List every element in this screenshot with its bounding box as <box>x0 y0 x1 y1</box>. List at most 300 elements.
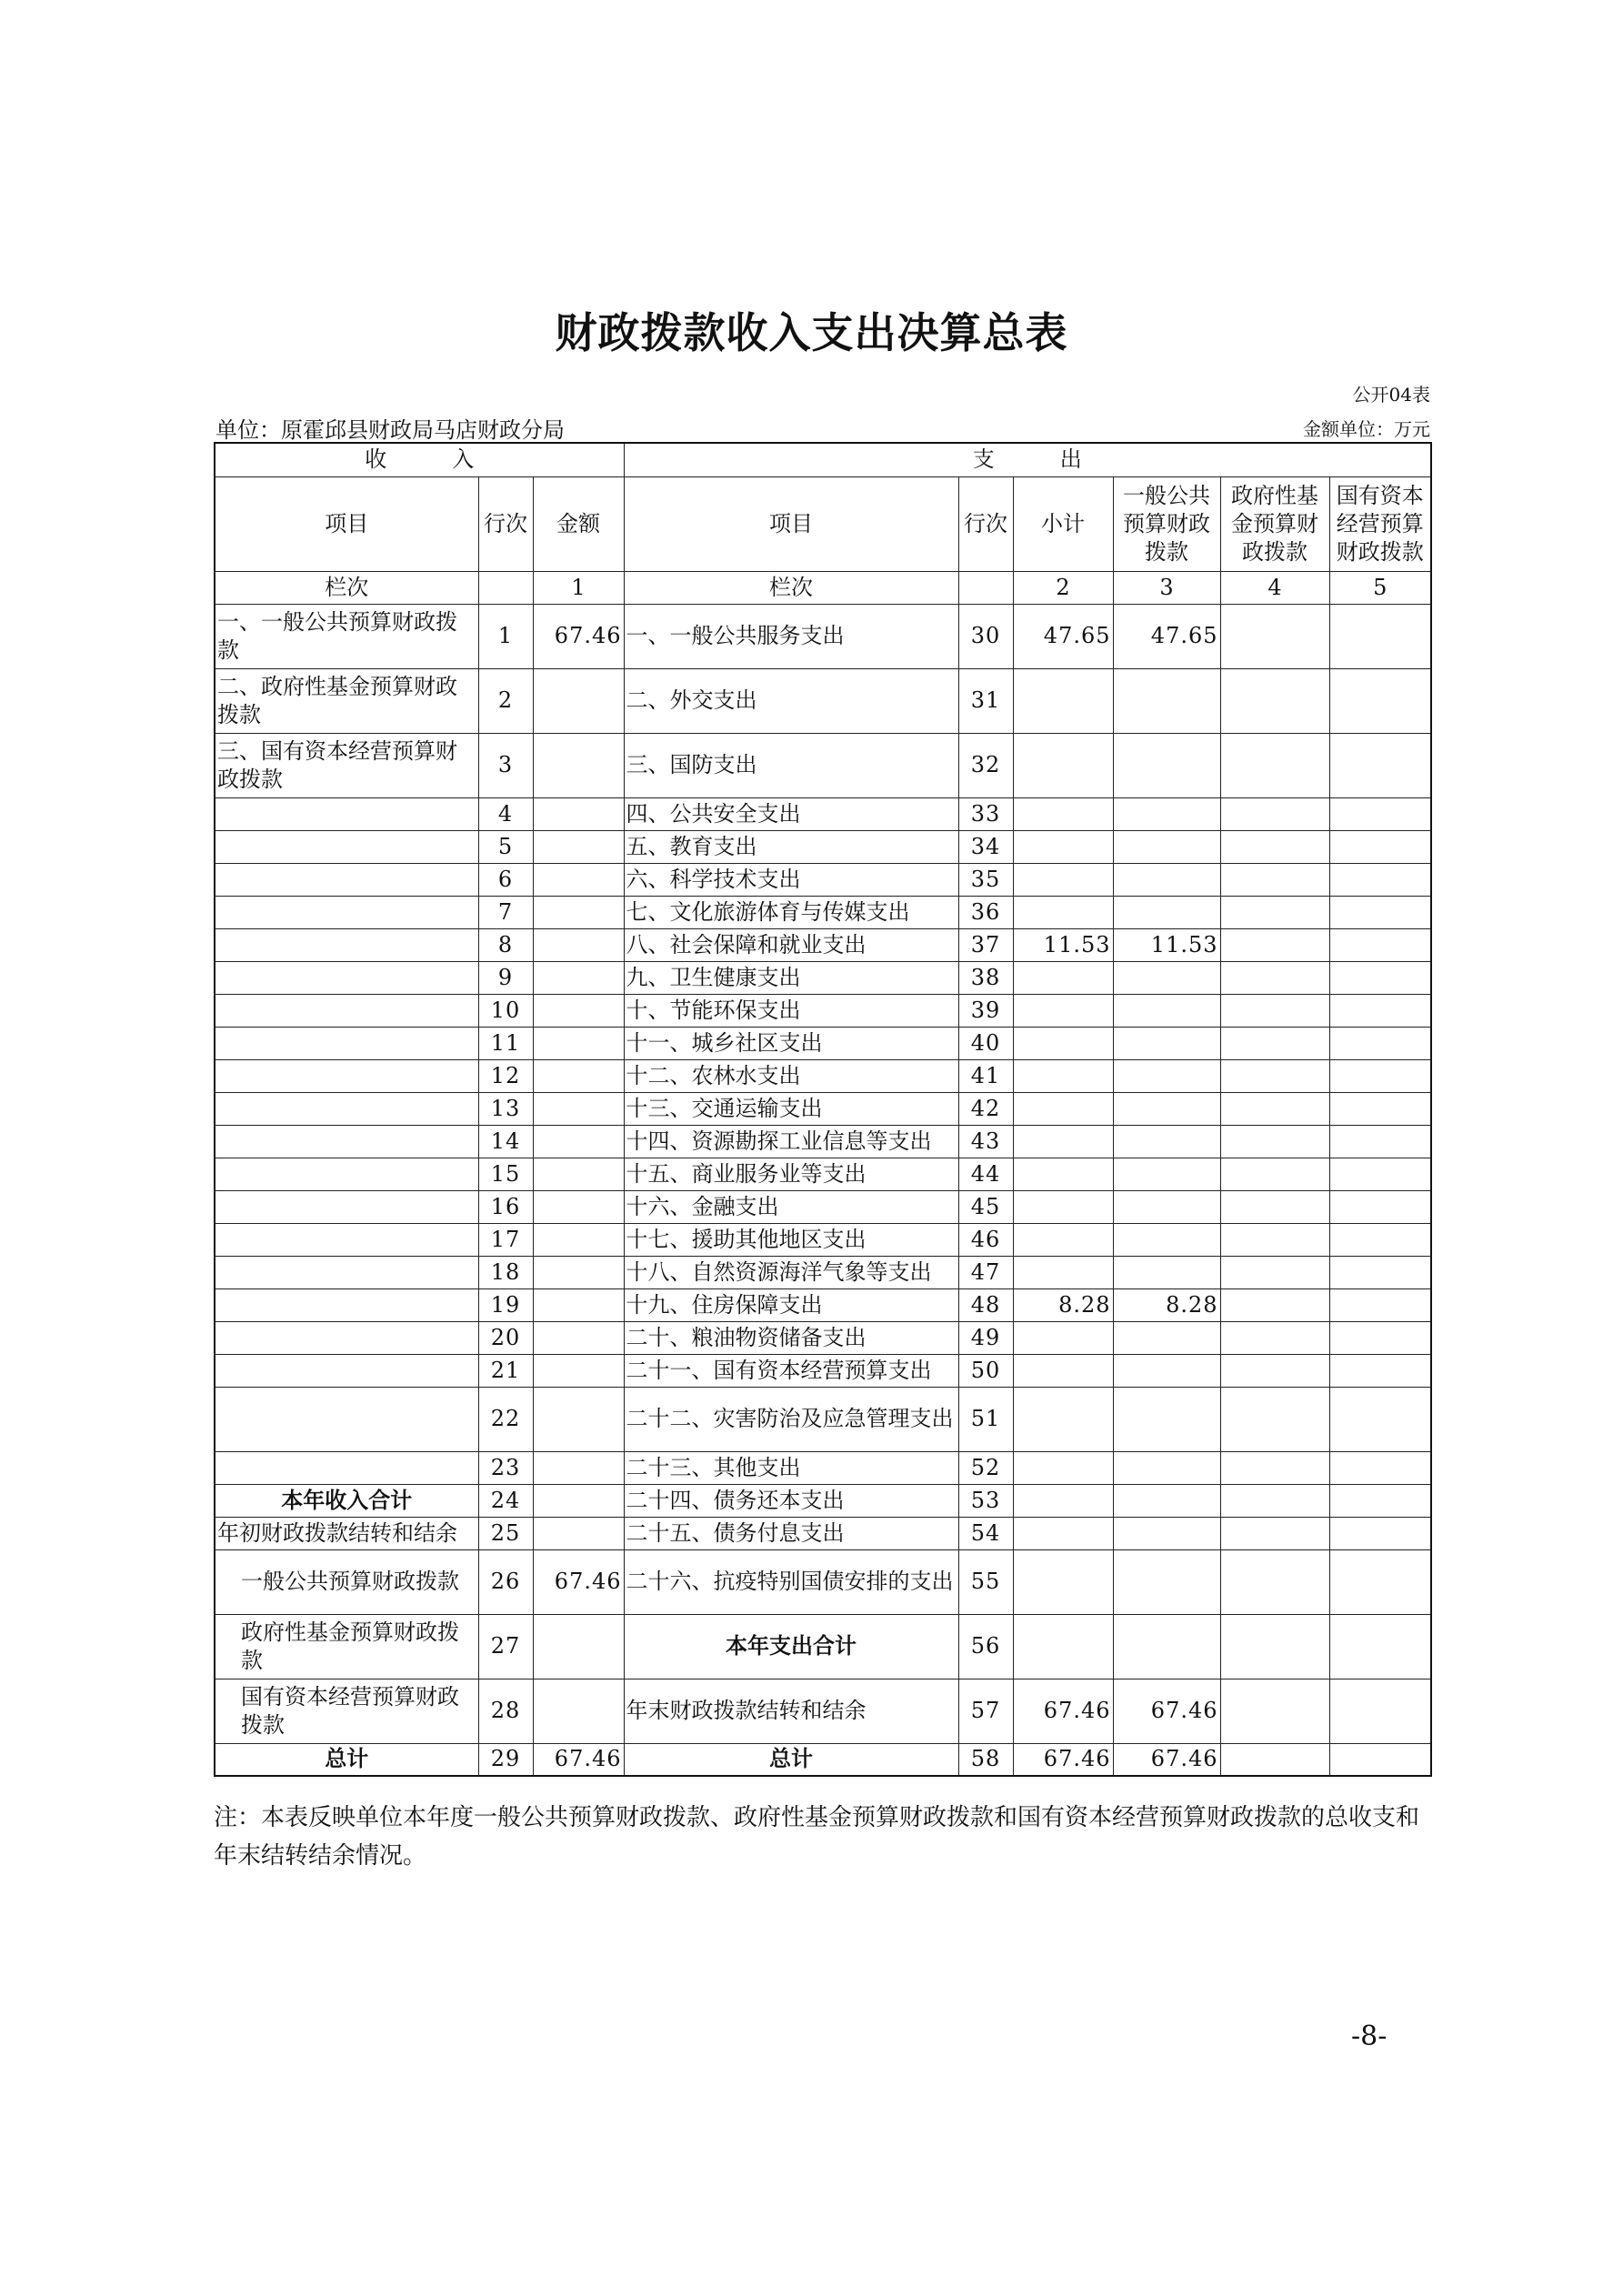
expense-subtotal-cell <box>1013 1549 1113 1614</box>
table-row <box>215 1092 1431 1125</box>
table-row <box>215 896 1431 928</box>
income-line-cell: 23 <box>478 1451 533 1484</box>
income-line-cell: 11 <box>478 1027 533 1059</box>
expense-subtotal-cell: 67.46 <box>1013 1743 1113 1776</box>
expense-general-header: 一般公共预算财政拨款 <box>1113 476 1220 571</box>
expense-gov-fund-cell <box>1220 994 1329 1027</box>
income-line-cell: 28 <box>478 1679 533 1743</box>
expense-general-cell: 67.46 <box>1113 1743 1220 1776</box>
income-amount-cell <box>533 1256 624 1288</box>
expense-line-cell: 48 <box>958 1288 1013 1321</box>
income-line-cell: 27 <box>478 1614 533 1679</box>
expense-line-cell: 57 <box>958 1679 1013 1743</box>
column-header-row <box>215 476 1431 571</box>
table-row <box>215 1321 1431 1354</box>
table-row <box>215 1027 1431 1059</box>
currency-unit: 金额单位：万元 <box>1303 418 1430 440</box>
table-row <box>215 1743 1431 1776</box>
income-line-cell: 13 <box>478 1092 533 1125</box>
income-item-cell: 二、政府性基金预算财政拨款 <box>215 668 478 733</box>
expense-subtotal-cell <box>1013 863 1113 896</box>
expense-subtotal-cell <box>1013 1027 1113 1059</box>
expense-general-cell <box>1113 797 1220 830</box>
expense-item-header: 项目 <box>624 476 958 571</box>
income-item-cell <box>215 1223 478 1256</box>
expense-line-cell: 38 <box>958 961 1013 994</box>
expense-subtotal-cell <box>1013 961 1113 994</box>
expense-line-cell: 56 <box>958 1614 1013 1679</box>
income-amount-cell <box>533 994 624 1027</box>
expense-item-cell: 二十三、其他支出 <box>624 1451 958 1484</box>
expense-item-cell: 十七、援助其他地区支出 <box>624 1223 958 1256</box>
expense-gov-fund-header: 政府性基金预算财政拨款 <box>1220 476 1329 571</box>
expense-item-cell: 十三、交通运输支出 <box>624 1092 958 1125</box>
expense-subtotal-cell <box>1013 1256 1113 1288</box>
expense-state-capital-cell <box>1329 1092 1431 1125</box>
income-amount-cell <box>533 1354 624 1387</box>
income-line-cell: 7 <box>478 896 533 928</box>
income-item-cell: 国有资本经营预算财政拨款 <box>215 1679 478 1743</box>
expense-gov-fund-cell <box>1220 928 1329 961</box>
expense-gov-fund-cell <box>1220 1256 1329 1288</box>
income-item-cell <box>215 1125 478 1158</box>
income-item-cell <box>215 1321 478 1354</box>
table-row <box>215 668 1431 733</box>
expense-general-cell <box>1113 1484 1220 1517</box>
table-row <box>215 1517 1431 1549</box>
income-amount-cell: 67.46 <box>533 1743 624 1776</box>
income-amount-cell <box>533 928 624 961</box>
table-row <box>215 1223 1431 1256</box>
expense-item-cell: 二十五、债务付息支出 <box>624 1517 958 1549</box>
income-amount-cell <box>533 797 624 830</box>
expense-line-header: 行次 <box>958 476 1013 571</box>
expense-general-cell <box>1113 1451 1220 1484</box>
income-item-cell <box>215 1158 478 1190</box>
expense-item-cell: 本年支出合计 <box>624 1614 958 1679</box>
income-amount-cell <box>533 1484 624 1517</box>
table-row <box>215 1354 1431 1387</box>
expense-item-cell: 十一、城乡社区支出 <box>624 1027 958 1059</box>
expense-state-capital-cell <box>1329 961 1431 994</box>
income-line-cell: 19 <box>478 1288 533 1321</box>
expense-group-header: 支 出 <box>624 443 1431 476</box>
income-item-cell: 总计 <box>215 1743 478 1776</box>
expense-item-cell: 年末财政拨款结转和结余 <box>624 1679 958 1743</box>
expense-subtotal-cell <box>1013 1614 1113 1679</box>
expense-line-cell: 41 <box>958 1059 1013 1092</box>
expense-general-cell <box>1113 830 1220 863</box>
expense-general-cell <box>1113 1549 1220 1614</box>
income-item-cell: 政府性基金预算财政拨款 <box>215 1614 478 1679</box>
income-amount-cell <box>533 896 624 928</box>
expense-general-cell: 67.46 <box>1113 1679 1220 1743</box>
income-item-cell <box>215 1354 478 1387</box>
income-amount-cell <box>533 1614 624 1679</box>
income-line-cell: 1 <box>478 604 533 668</box>
expense-state-capital-cell <box>1329 863 1431 896</box>
expense-general-cell: 11.53 <box>1113 928 1220 961</box>
table-row <box>215 604 1431 668</box>
expense-subtotal-cell: 67.46 <box>1013 1679 1113 1743</box>
col-label-right: 栏次 <box>624 571 958 604</box>
expense-state-capital-cell <box>1329 1288 1431 1321</box>
expense-state-capital-cell <box>1329 1484 1431 1517</box>
expense-item-cell: 十五、商业服务业等支出 <box>624 1158 958 1190</box>
income-line-cell: 22 <box>478 1387 533 1451</box>
income-line-cell: 17 <box>478 1223 533 1256</box>
expense-gov-fund-cell <box>1220 1743 1329 1776</box>
income-line-cell: 15 <box>478 1158 533 1190</box>
income-amount-cell: 67.46 <box>533 1549 624 1614</box>
expense-subtotal-cell: 8.28 <box>1013 1288 1113 1321</box>
expense-state-capital-cell <box>1329 1027 1431 1059</box>
income-amount-cell <box>533 863 624 896</box>
table-row <box>215 1484 1431 1517</box>
expense-gov-fund-cell <box>1220 733 1329 797</box>
expense-line-cell: 39 <box>958 994 1013 1027</box>
expense-subtotal-cell <box>1013 1387 1113 1451</box>
income-item-cell <box>215 961 478 994</box>
expense-general-cell <box>1113 1190 1220 1223</box>
table-row <box>215 1387 1431 1451</box>
expense-gov-fund-cell <box>1220 863 1329 896</box>
expense-line-cell: 55 <box>958 1549 1013 1614</box>
income-amount-cell <box>533 1125 624 1158</box>
income-amount-cell <box>533 1451 624 1484</box>
expense-subtotal-cell <box>1013 1321 1113 1354</box>
expense-subtotal-cell <box>1013 1223 1113 1256</box>
table-row <box>215 1256 1431 1288</box>
income-amount-cell <box>533 668 624 733</box>
income-item-cell <box>215 1027 478 1059</box>
table-row <box>215 830 1431 863</box>
income-item-cell <box>215 896 478 928</box>
expense-gov-fund-cell <box>1220 1354 1329 1387</box>
expense-item-cell: 二十、粮油物资储备支出 <box>624 1321 958 1354</box>
expense-state-capital-cell <box>1329 1223 1431 1256</box>
expense-line-cell: 34 <box>958 830 1013 863</box>
expense-state-capital-cell <box>1329 1158 1431 1190</box>
col-number-5: 5 <box>1329 571 1431 604</box>
income-line-cell: 2 <box>478 668 533 733</box>
income-item-cell: 三、国有资本经营预算财政拨款 <box>215 733 478 797</box>
table-row <box>215 928 1431 961</box>
table-row <box>215 1549 1431 1614</box>
expense-subtotal-cell <box>1013 896 1113 928</box>
income-item-cell <box>215 1387 478 1451</box>
page-number: -8- <box>1351 2020 1388 2052</box>
col-label-left: 栏次 <box>215 571 478 604</box>
expense-line-cell: 53 <box>958 1484 1013 1517</box>
income-amount-cell <box>533 1321 624 1354</box>
expense-item-cell: 二、外交支出 <box>624 668 958 733</box>
income-amount-cell <box>533 733 624 797</box>
table-row <box>215 1451 1431 1484</box>
expense-gov-fund-cell <box>1220 1614 1329 1679</box>
expense-item-cell: 二十六、抗疫特别国债安排的支出 <box>624 1549 958 1614</box>
income-line-cell: 9 <box>478 961 533 994</box>
expense-subtotal-cell <box>1013 1158 1113 1190</box>
income-line-cell: 3 <box>478 733 533 797</box>
income-amount-header: 金额 <box>533 476 624 571</box>
income-item-cell <box>215 1059 478 1092</box>
empty-cell <box>958 571 1013 604</box>
income-item-cell <box>215 1092 478 1125</box>
expense-general-cell: 47.65 <box>1113 604 1220 668</box>
income-line-cell: 18 <box>478 1256 533 1288</box>
expense-state-capital-cell <box>1329 668 1431 733</box>
expense-item-cell: 八、社会保障和就业支出 <box>624 928 958 961</box>
expense-general-cell <box>1113 1125 1220 1158</box>
income-item-cell <box>215 1190 478 1223</box>
expense-subtotal-cell <box>1013 1484 1113 1517</box>
expense-item-cell: 五、教育支出 <box>624 830 958 863</box>
income-line-header: 行次 <box>478 476 533 571</box>
expense-general-cell <box>1113 1387 1220 1451</box>
expense-state-capital-cell <box>1329 830 1431 863</box>
table-row <box>215 797 1431 830</box>
expense-gov-fund-cell <box>1220 1288 1329 1321</box>
expense-line-cell: 32 <box>958 733 1013 797</box>
expense-state-capital-cell <box>1329 1059 1431 1092</box>
expense-state-capital-cell <box>1329 1321 1431 1354</box>
expense-state-capital-header: 国有资本经营预算财政拨款 <box>1329 476 1431 571</box>
expense-line-cell: 40 <box>958 1027 1013 1059</box>
form-number: 公开04表 <box>1352 384 1430 406</box>
expense-subtotal-cell <box>1013 1059 1113 1092</box>
expense-state-capital-cell <box>1329 928 1431 961</box>
expense-item-cell: 四、公共安全支出 <box>624 797 958 830</box>
expense-gov-fund-cell <box>1220 1190 1329 1223</box>
expense-subtotal-cell <box>1013 830 1113 863</box>
income-line-cell: 26 <box>478 1549 533 1614</box>
expense-general-cell <box>1113 1517 1220 1549</box>
column-number-row <box>215 571 1431 604</box>
empty-cell <box>478 571 533 604</box>
income-line-cell: 12 <box>478 1059 533 1092</box>
expense-state-capital-cell <box>1329 1517 1431 1549</box>
group-header-row <box>215 443 1431 476</box>
expense-subtotal-cell <box>1013 733 1113 797</box>
expense-line-cell: 42 <box>958 1092 1013 1125</box>
income-item-cell <box>215 830 478 863</box>
expense-item-cell: 十九、住房保障支出 <box>624 1288 958 1321</box>
expense-subtotal-cell <box>1013 994 1113 1027</box>
table-row <box>215 994 1431 1027</box>
income-amount-cell <box>533 1223 624 1256</box>
income-amount-cell <box>533 961 624 994</box>
expense-gov-fund-cell <box>1220 1387 1329 1451</box>
income-amount-cell: 67.46 <box>533 604 624 668</box>
income-line-cell: 14 <box>478 1125 533 1158</box>
expense-line-cell: 51 <box>958 1387 1013 1451</box>
income-item-header: 项目 <box>215 476 478 571</box>
expense-gov-fund-cell <box>1220 1517 1329 1549</box>
income-amount-cell <box>533 1517 624 1549</box>
table-row <box>215 1614 1431 1679</box>
expense-state-capital-cell <box>1329 1451 1431 1484</box>
expense-gov-fund-cell <box>1220 1125 1329 1158</box>
expense-line-cell: 52 <box>958 1451 1013 1484</box>
expense-item-cell: 二十二、灾害防治及应急管理支出 <box>624 1387 958 1451</box>
col-number-1: 1 <box>533 571 624 604</box>
income-amount-cell <box>533 1387 624 1451</box>
expense-state-capital-cell <box>1329 604 1431 668</box>
expense-gov-fund-cell <box>1220 1027 1329 1059</box>
income-item-cell <box>215 1256 478 1288</box>
expense-gov-fund-cell <box>1220 1451 1329 1484</box>
expense-state-capital-cell <box>1329 1614 1431 1679</box>
expense-general-cell <box>1113 1027 1220 1059</box>
expense-line-cell: 35 <box>958 863 1013 896</box>
expense-subtotal-cell: 47.65 <box>1013 604 1113 668</box>
expense-general-cell <box>1113 1092 1220 1125</box>
expense-item-cell: 十、节能环保支出 <box>624 994 958 1027</box>
expense-subtotal-cell <box>1013 1451 1113 1484</box>
table-row <box>215 961 1431 994</box>
expense-gov-fund-cell <box>1220 1092 1329 1125</box>
income-item-cell <box>215 1288 478 1321</box>
income-amount-cell <box>533 1059 624 1092</box>
table-note: 注：本表反映单位本年度一般公共预算财政拨款、政府性基金预算财政拨款和国有资本经营预算财政拨款的总收支和年末结转结余情况。 <box>214 1804 1420 1870</box>
expense-gov-fund-cell <box>1220 1223 1329 1256</box>
expense-line-cell: 44 <box>958 1158 1013 1190</box>
income-line-cell: 4 <box>478 797 533 830</box>
expense-general-cell <box>1113 994 1220 1027</box>
table-row <box>215 1158 1431 1190</box>
expense-gov-fund-cell <box>1220 1679 1329 1743</box>
income-line-cell: 16 <box>478 1190 533 1223</box>
income-line-cell: 5 <box>478 830 533 863</box>
expense-line-cell: 43 <box>958 1125 1013 1158</box>
expense-line-cell: 37 <box>958 928 1013 961</box>
table-row <box>215 1190 1431 1223</box>
expense-item-cell: 二十四、债务还本支出 <box>624 1484 958 1517</box>
expense-state-capital-cell <box>1329 1125 1431 1158</box>
income-amount-cell <box>533 1092 624 1125</box>
expense-state-capital-cell <box>1329 797 1431 830</box>
expense-general-cell <box>1113 733 1220 797</box>
expense-item-cell: 十四、资源勘探工业信息等支出 <box>624 1125 958 1158</box>
income-line-cell: 10 <box>478 994 533 1027</box>
income-line-cell: 20 <box>478 1321 533 1354</box>
expense-subtotal-cell <box>1013 797 1113 830</box>
expense-state-capital-cell <box>1329 1354 1431 1387</box>
income-item-cell <box>215 928 478 961</box>
expense-item-cell: 十二、农林水支出 <box>624 1059 958 1092</box>
income-line-cell: 24 <box>478 1484 533 1517</box>
income-line-cell: 6 <box>478 863 533 896</box>
income-item-cell: 本年收入合计 <box>215 1484 478 1517</box>
expense-line-cell: 50 <box>958 1354 1013 1387</box>
expense-line-cell: 45 <box>958 1190 1013 1223</box>
expense-general-cell <box>1113 668 1220 733</box>
expense-general-cell <box>1113 1256 1220 1288</box>
expense-item-cell: 一、一般公共服务支出 <box>624 604 958 668</box>
income-item-cell: 一般公共预算财政拨款 <box>215 1549 478 1614</box>
table-row <box>215 863 1431 896</box>
expense-line-cell: 36 <box>958 896 1013 928</box>
expense-gov-fund-cell <box>1220 1158 1329 1190</box>
expense-line-cell: 30 <box>958 604 1013 668</box>
expense-subtotal-cell <box>1013 1092 1113 1125</box>
expense-subtotal-cell <box>1013 1517 1113 1549</box>
expense-subtotal-header: 小计 <box>1013 476 1113 571</box>
expense-gov-fund-cell <box>1220 1321 1329 1354</box>
table-row <box>215 1679 1431 1743</box>
expense-state-capital-cell <box>1329 1387 1431 1451</box>
expense-state-capital-cell <box>1329 1743 1431 1776</box>
expense-general-cell <box>1113 1354 1220 1387</box>
expense-general-cell <box>1113 1059 1220 1092</box>
expense-line-cell: 33 <box>958 797 1013 830</box>
expense-subtotal-cell <box>1013 1354 1113 1387</box>
expense-item-cell: 十六、金融支出 <box>624 1190 958 1223</box>
income-line-cell: 25 <box>478 1517 533 1549</box>
income-item-cell <box>215 1451 478 1484</box>
expense-item-cell: 十八、自然资源海洋气象等支出 <box>624 1256 958 1288</box>
expense-general-cell <box>1113 863 1220 896</box>
income-amount-cell <box>533 1190 624 1223</box>
expense-subtotal-cell <box>1013 1125 1113 1158</box>
expense-gov-fund-cell <box>1220 797 1329 830</box>
expense-gov-fund-cell <box>1220 1059 1329 1092</box>
expense-item-cell: 总计 <box>624 1743 958 1776</box>
expense-gov-fund-cell <box>1220 668 1329 733</box>
expense-general-cell <box>1113 1158 1220 1190</box>
expense-general-cell <box>1113 1223 1220 1256</box>
expense-state-capital-cell <box>1329 1549 1431 1614</box>
reporting-unit: 单位：原霍邱县财政局马店财政分局 <box>215 417 565 443</box>
expense-general-cell <box>1113 896 1220 928</box>
table-row <box>215 1288 1431 1321</box>
expense-gov-fund-cell <box>1220 830 1329 863</box>
expense-item-cell: 九、卫生健康支出 <box>624 961 958 994</box>
income-line-cell: 29 <box>478 1743 533 1776</box>
expense-general-cell <box>1113 961 1220 994</box>
expense-item-cell: 二十一、国有资本经营预算支出 <box>624 1354 958 1387</box>
table-row <box>215 733 1431 797</box>
col-number-4: 4 <box>1220 571 1329 604</box>
expense-state-capital-cell <box>1329 1256 1431 1288</box>
expense-gov-fund-cell <box>1220 1549 1329 1614</box>
expense-item-cell: 六、科学技术支出 <box>624 863 958 896</box>
expense-line-cell: 49 <box>958 1321 1013 1354</box>
expense-general-cell: 8.28 <box>1113 1288 1220 1321</box>
income-amount-cell <box>533 1679 624 1743</box>
income-amount-cell <box>533 1158 624 1190</box>
expense-line-cell: 46 <box>958 1223 1013 1256</box>
income-group-header: 收 入 <box>215 443 624 476</box>
expense-subtotal-cell <box>1013 668 1113 733</box>
page-title: 财政拨款收入支出决算总表 <box>555 308 1068 357</box>
expense-gov-fund-cell <box>1220 1484 1329 1517</box>
appropriation-table <box>214 442 1432 1777</box>
expense-general-cell <box>1113 1614 1220 1679</box>
income-item-cell: 年初财政拨款结转和结余 <box>215 1517 478 1549</box>
expense-gov-fund-cell <box>1220 604 1329 668</box>
income-item-cell <box>215 863 478 896</box>
income-line-cell: 8 <box>478 928 533 961</box>
income-item-cell <box>215 994 478 1027</box>
expense-line-cell: 47 <box>958 1256 1013 1288</box>
expense-line-cell: 31 <box>958 668 1013 733</box>
income-amount-cell <box>533 830 624 863</box>
expense-state-capital-cell <box>1329 1679 1431 1743</box>
expense-general-cell <box>1113 1321 1220 1354</box>
income-amount-cell <box>533 1288 624 1321</box>
